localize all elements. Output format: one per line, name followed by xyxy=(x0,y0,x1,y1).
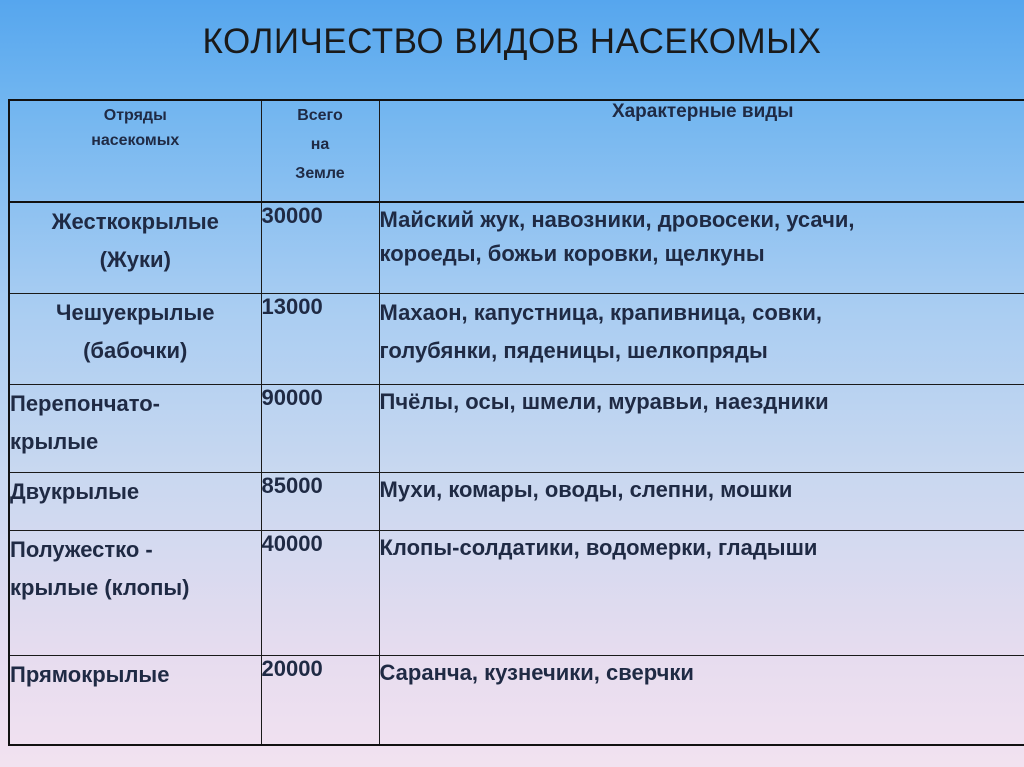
species-line: Майский жук, навозники, дровосеки, усачи, xyxy=(379,207,855,232)
table-row xyxy=(9,293,1024,384)
order-cell xyxy=(9,384,261,472)
page-title: КОЛИЧЕСТВО ВИДОВ НАСЕКОМЫХ xyxy=(202,22,822,61)
order-cell xyxy=(9,655,261,745)
species-line: Саранча, кузнечики, сверчки xyxy=(379,659,694,685)
table-row xyxy=(9,202,1024,293)
order-line: (Жуки) xyxy=(99,247,171,272)
species-line: Клопы-солдатики, водомерки, гладыши xyxy=(379,534,818,560)
table-row xyxy=(9,655,1024,745)
order-line: Полужестко - xyxy=(10,536,153,562)
count-cell: 85000 xyxy=(261,472,379,530)
table-row xyxy=(9,530,1024,655)
count-cell: 30000 xyxy=(261,202,379,293)
species-line: Пчёлы, осы, шмели, муравьи, наездники xyxy=(379,388,829,414)
order-line: Двукрылые xyxy=(10,478,140,504)
species-cell xyxy=(379,384,1024,472)
species-cell xyxy=(379,202,1024,293)
order-line: Прямокрылые xyxy=(10,661,170,687)
count-cell: 90000 xyxy=(261,384,379,472)
count-cell: 13000 xyxy=(261,293,379,384)
header-total xyxy=(261,100,379,202)
species-cell xyxy=(379,293,1024,384)
order-line: крылые (клопы) xyxy=(10,574,190,600)
header-total-line-2: на xyxy=(310,136,330,153)
species-line: Мухи, комары, оводы, слепни, мошки xyxy=(379,476,793,502)
order-line: крылые xyxy=(10,428,99,454)
count-cell: 20000 xyxy=(261,655,379,745)
species-cell xyxy=(379,530,1024,655)
species-cell xyxy=(379,655,1024,745)
header-total-line-1: Всего xyxy=(297,107,343,124)
count-cell: 40000 xyxy=(261,530,379,655)
order-cell xyxy=(9,202,261,293)
species-cell xyxy=(379,472,1024,530)
species-line: короеды, божьи коровки, щелкуны xyxy=(379,241,765,266)
order-cell xyxy=(9,472,261,530)
header-orders xyxy=(9,100,261,202)
table-row xyxy=(9,472,1024,530)
table-row xyxy=(9,384,1024,472)
header-species: Характерные виды xyxy=(379,100,1024,202)
insect-species-table xyxy=(8,99,1024,746)
table-header-row xyxy=(9,100,1024,202)
order-line: (бабочки) xyxy=(83,337,188,363)
species-line: Махаон, капустница, крапивница, совки, xyxy=(379,299,822,325)
order-cell xyxy=(9,530,261,655)
order-line: Перепончато- xyxy=(10,390,160,416)
order-cell xyxy=(9,293,261,384)
order-line: Чешуекрылые xyxy=(56,299,215,325)
header-orders-line-1: Отряды xyxy=(103,107,167,124)
header-orders-line-2: насекомых xyxy=(91,132,180,149)
species-line: голубянки, пяденицы, шелкопряды xyxy=(379,337,768,363)
header-total-line-3: Земле xyxy=(295,165,345,182)
order-line: Жесткокрылые xyxy=(51,209,219,234)
